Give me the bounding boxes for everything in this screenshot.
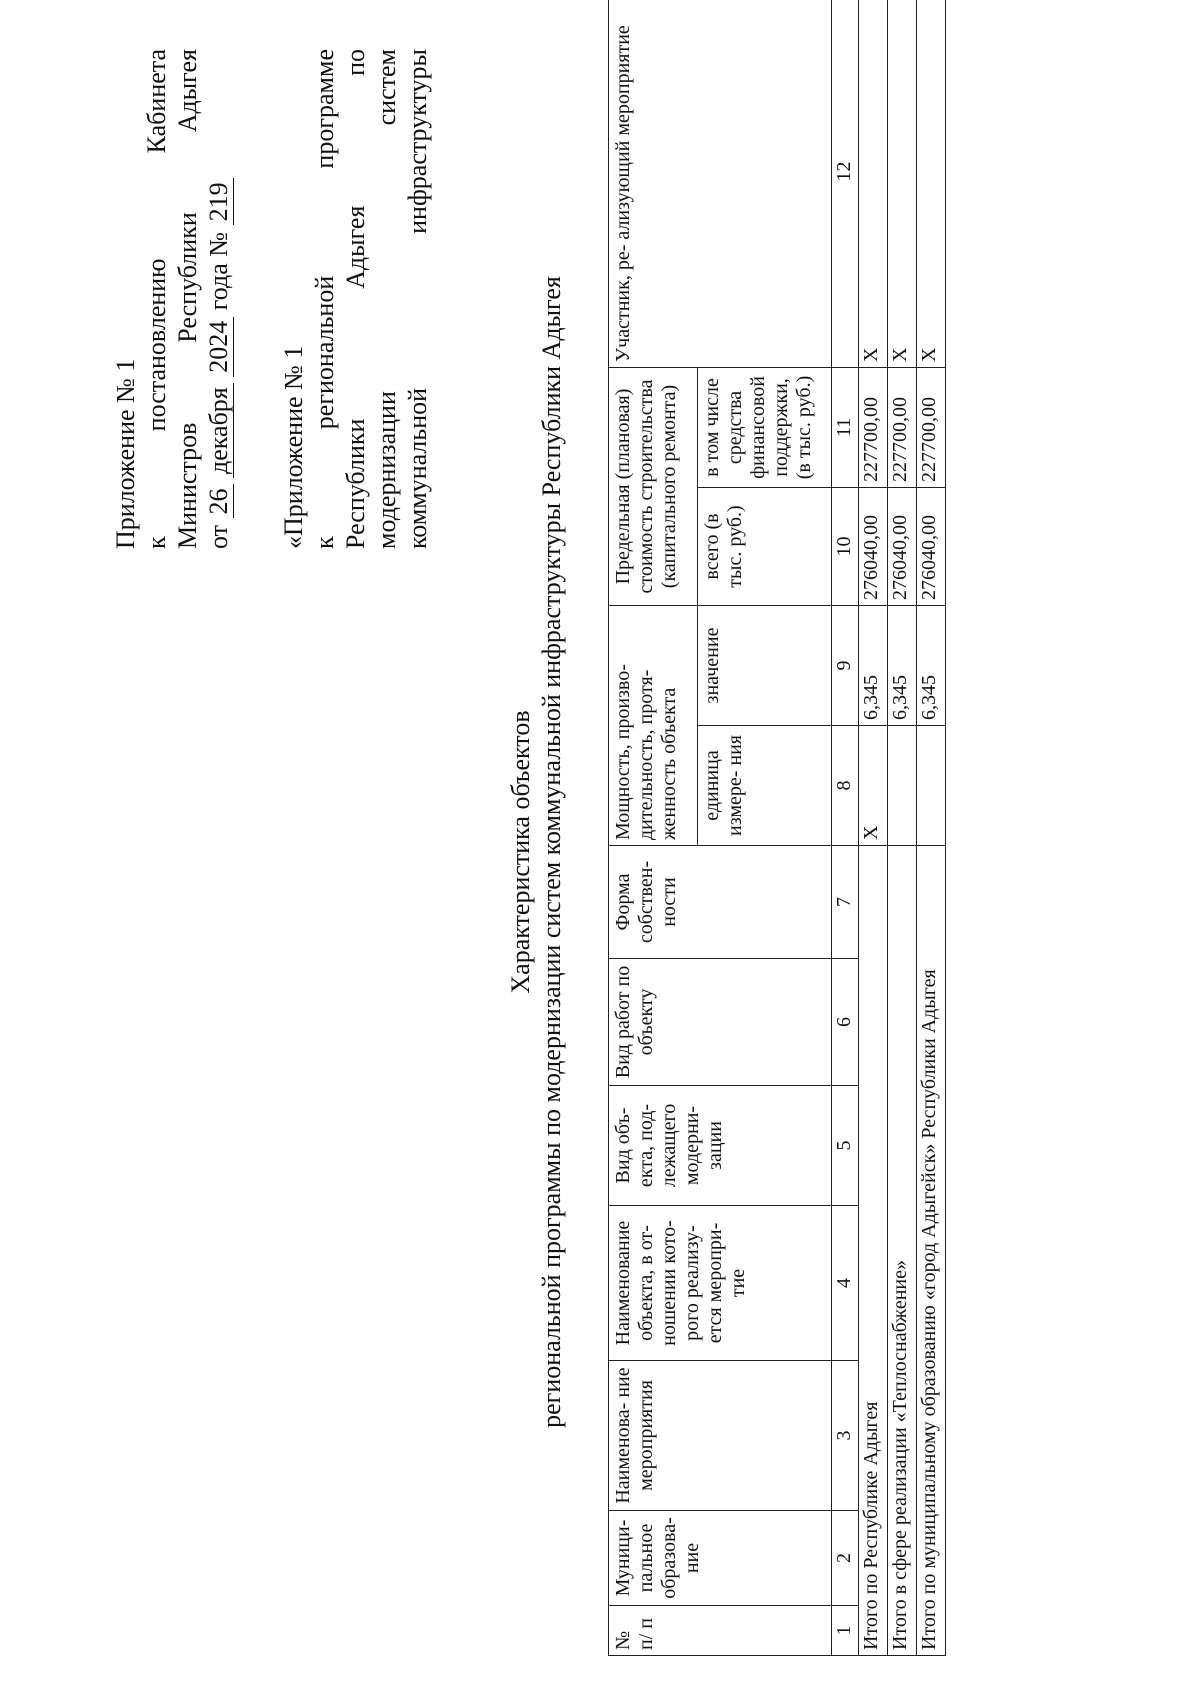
table-row — [859, 0, 888, 1656]
table-header-row — [609, 0, 698, 1656]
total-support: 227700,00 — [917, 367, 946, 487]
total-label: Итого в сфере реализации «Теплоснабжение» — [888, 846, 917, 1656]
total-value: 6,345 — [859, 606, 888, 726]
column-number: 1 — [832, 1606, 859, 1656]
total-value: 6,345 — [888, 606, 917, 726]
total-participant: X — [888, 0, 917, 367]
header-participant: Участник, ре- ализующий мероприятие — [609, 0, 832, 367]
total-cost: 276040,00 — [859, 488, 888, 606]
header-object-type: Вид объ- екта, под- лежащего модерни- зации — [609, 1086, 832, 1206]
program-line1: «Приложение № 1 — [279, 345, 308, 549]
total-cost: 276040,00 — [888, 488, 917, 606]
table-row — [917, 0, 946, 1656]
header-cost-total: всего (в тыс. руб.) — [698, 488, 832, 606]
table-row — [888, 0, 917, 1656]
program-line3: Республики Адыгея по — [341, 49, 370, 549]
column-numbers-row — [832, 0, 859, 1656]
total-label: Итого по муниципальному образованию «город Адыгейск» Республики Адыгея — [917, 846, 946, 1656]
header-work-type: Вид работ по объекту — [609, 959, 832, 1086]
appendix-line4: от 26 декабря 2024 года № 219 — [203, 49, 234, 549]
header-object-name: Наименование объекта, в от- ношении кото- рого реализу- ется меропри- тие — [609, 1206, 832, 1361]
column-number: 9 — [832, 606, 859, 726]
total-unit — [888, 726, 917, 846]
header-value: значение — [698, 606, 832, 726]
header-measure-name: Наименова- ние мероприятия — [609, 1361, 832, 1511]
objects-table — [608, 0, 946, 1656]
column-number: 10 — [832, 488, 859, 606]
column-number: 6 — [832, 959, 859, 1086]
appendix-line2: к постановлению Кабинета — [142, 49, 171, 549]
title-line2: региональной программы по модернизации систем коммунальной инфраструктуры Республики Адыгея — [537, 276, 566, 1428]
header-number: № п/ п — [609, 1606, 832, 1656]
header-cost: Предельная (плановая) стоимость строительства (капитального ремонта) — [609, 367, 698, 605]
column-number: 5 — [832, 1086, 859, 1206]
total-value: 6,345 — [917, 606, 946, 726]
header-municipality: Муници- пальное образова- ние — [609, 1511, 832, 1606]
column-number: 3 — [832, 1361, 859, 1511]
decree-year: 2024 — [204, 317, 234, 377]
total-participant: X — [917, 0, 946, 367]
column-number: 2 — [832, 1511, 859, 1606]
program-header — [278, 49, 433, 549]
appendix-line1: Приложение № 1 — [111, 358, 140, 549]
program-line4: модернизации систем — [372, 49, 401, 549]
total-label: Итого по Республике Адыгея — [859, 846, 888, 1656]
appendix-header — [110, 49, 234, 549]
program-line5: коммунальной инфраструктуры — [403, 49, 432, 549]
decree-month: декабря — [204, 383, 234, 478]
column-number: 4 — [832, 1206, 859, 1361]
header-cost-support: в том числе средства финансовой поддержки, (в тыс. руб.) — [698, 367, 832, 487]
column-number: 11 — [832, 367, 859, 487]
header-capacity: Мощность, произво- дительность, протя- женность объекта — [609, 606, 698, 846]
appendix-line3: Министров Республики Адыгея — [173, 49, 202, 549]
title-line1: Характеристика объектов — [506, 710, 535, 994]
total-unit: X — [859, 726, 888, 846]
column-number: 12 — [832, 0, 859, 367]
decree-day: 26 — [204, 484, 234, 518]
total-cost: 276040,00 — [917, 488, 946, 606]
total-support: 227700,00 — [888, 367, 917, 487]
column-number: 8 — [832, 726, 859, 846]
decree-number: 219 — [204, 178, 234, 225]
program-line2: к региональной программе — [310, 49, 339, 549]
total-unit — [917, 726, 946, 846]
column-number: 7 — [832, 846, 859, 959]
header-unit: единица измере- ния — [698, 726, 832, 846]
total-participant: X — [859, 0, 888, 367]
total-support: 227700,00 — [859, 367, 888, 487]
header-ownership: Форма собствен- ности — [609, 846, 832, 959]
